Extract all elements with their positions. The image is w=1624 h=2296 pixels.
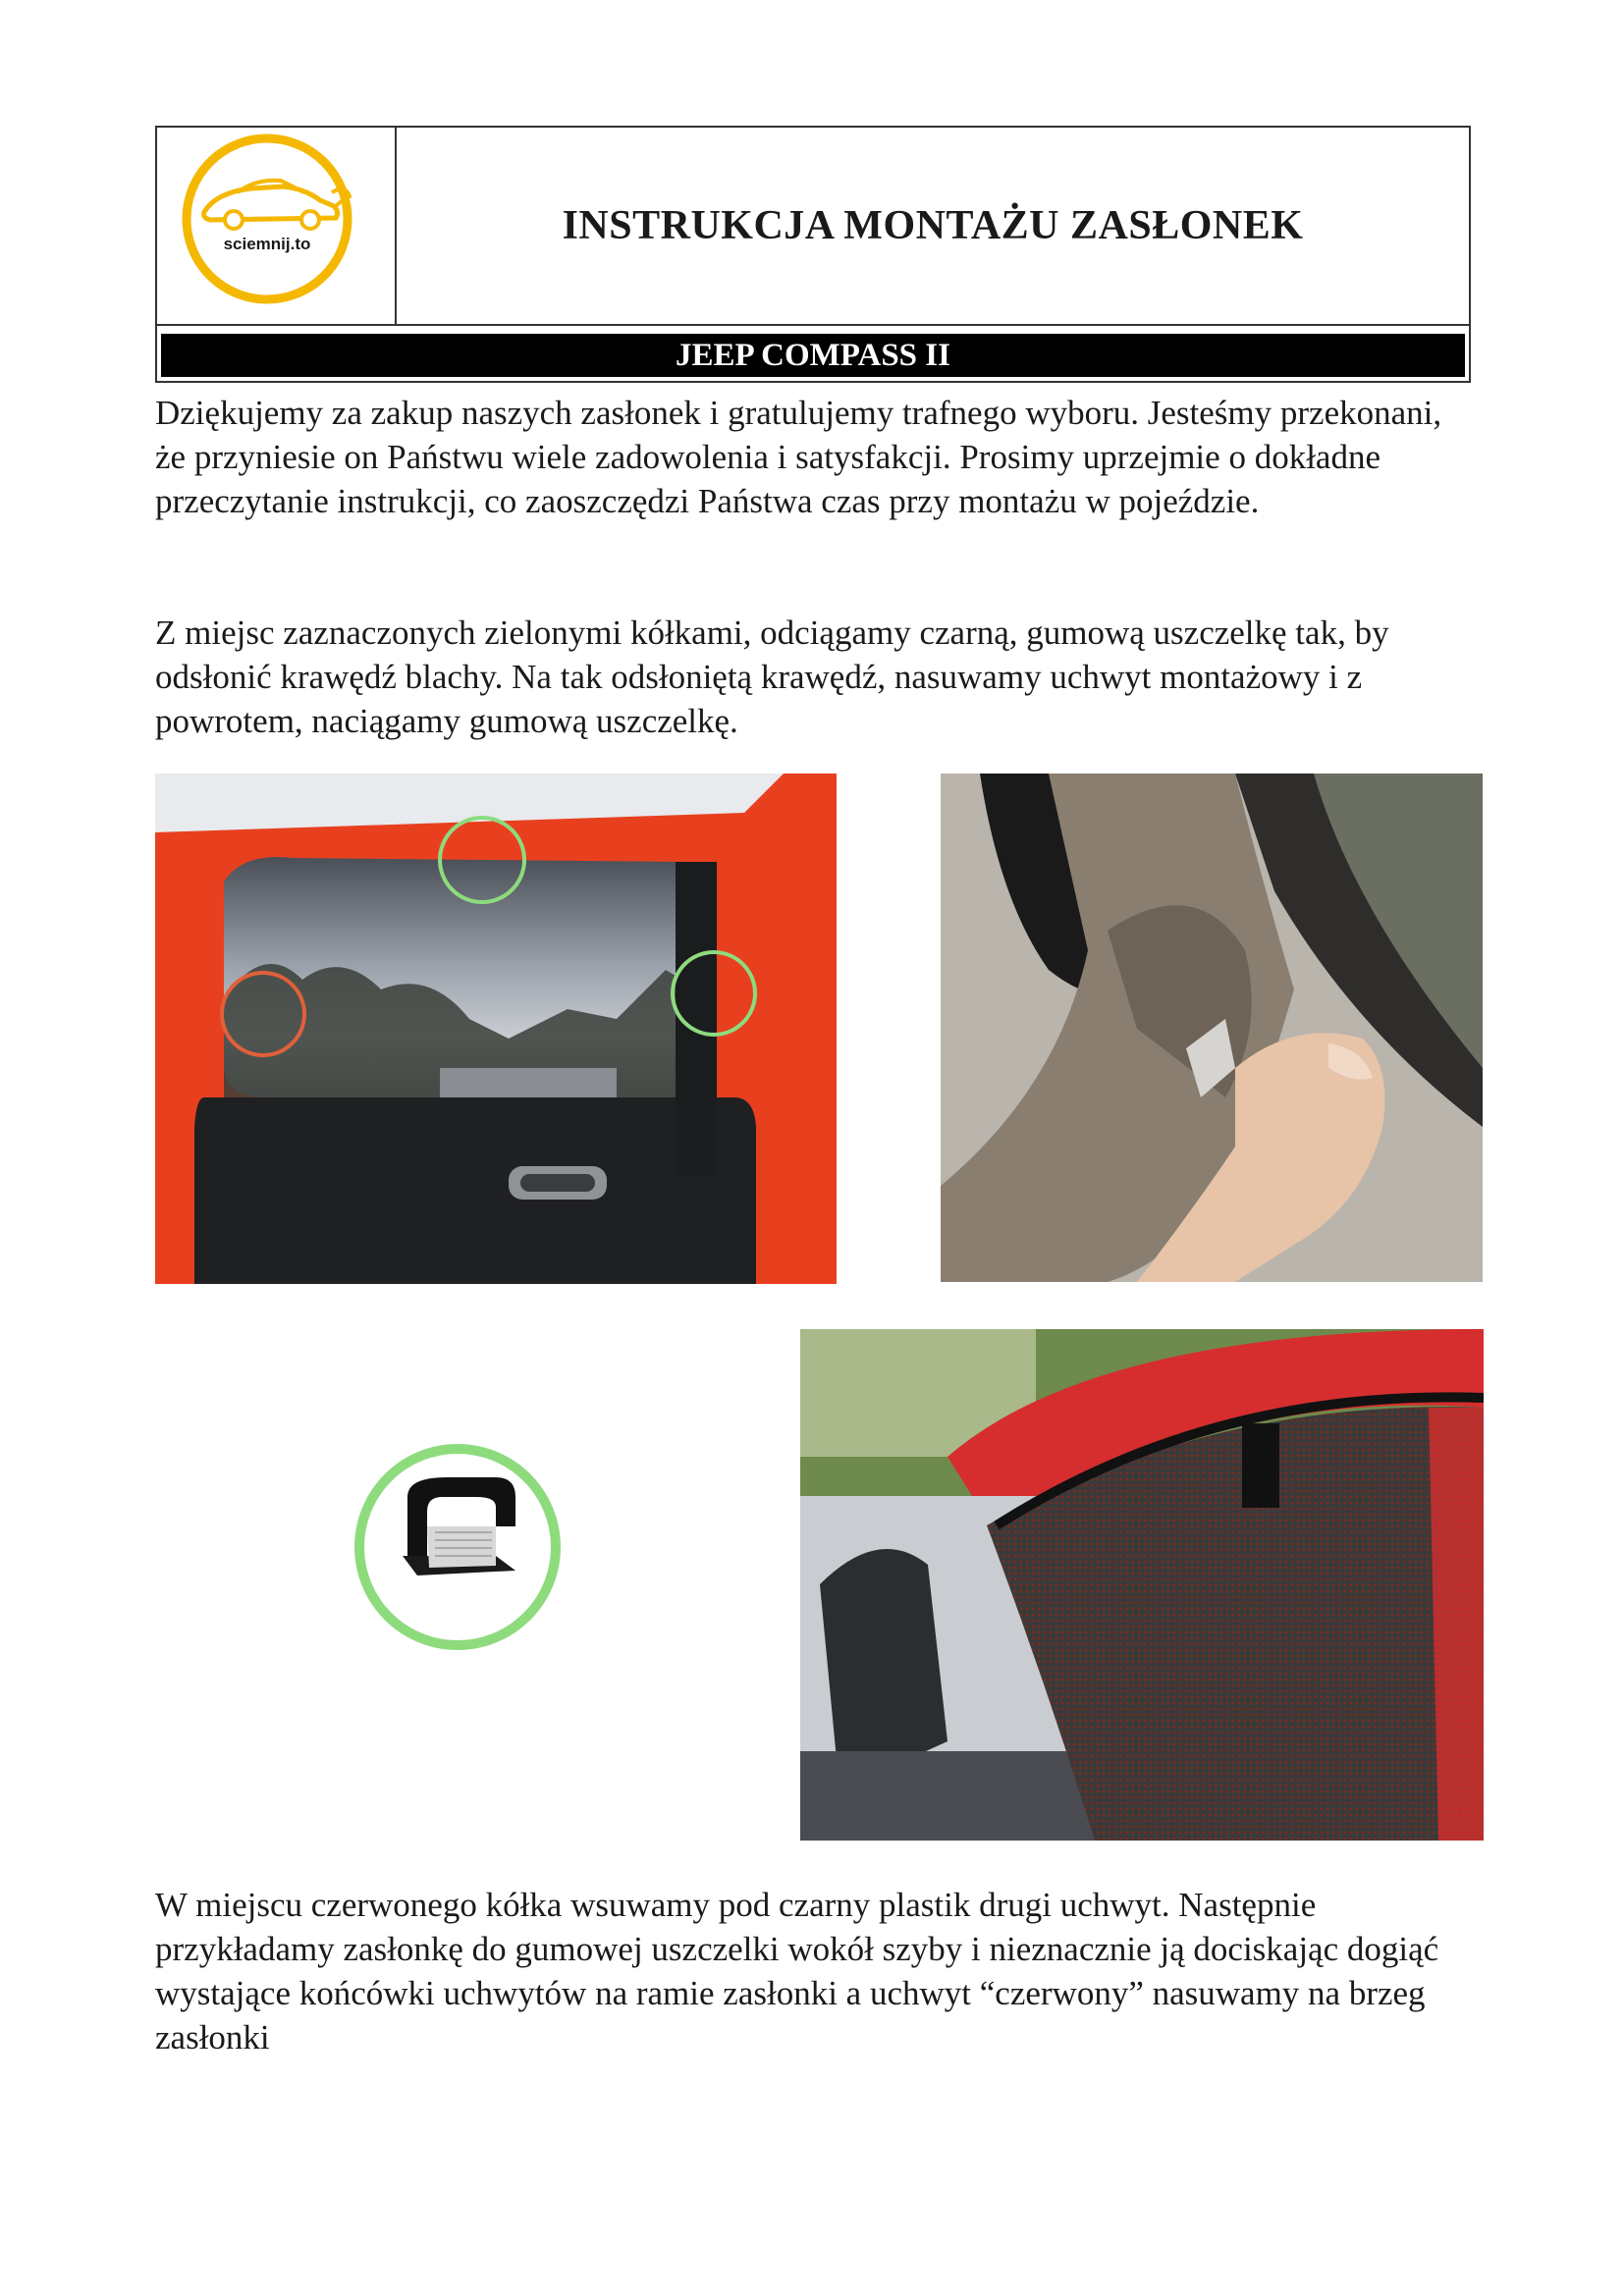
logo-cell <box>157 128 397 324</box>
header-table <box>155 126 1471 383</box>
door-window-photo <box>155 774 837 1284</box>
sciemnij-logo <box>157 128 397 324</box>
seal-closeup-photo <box>941 774 1483 1282</box>
document-title: INSTRUKCJA MONTAŻU ZASŁONEK <box>562 203 1304 248</box>
title-cell <box>397 128 1469 324</box>
step1-paragraph: Z miejsc zaznaczonych zielonymi kółkami, odciągamy czarną, gumową uszczelkę tak, by odsłonić krawędź blachy. Na tak odsłoniętą krawędź, nasuwamy uchwyt montażowy i z powrotem, naciągamy gumową uszczelkę. <box>155 614 1389 740</box>
model-bar <box>161 334 1465 377</box>
car-model-label: JEEP COMPASS II <box>676 337 950 373</box>
step2-paragraph: W miejscu czerwonego kółka wsuwamy pod czarny plastik drugi uchwyt. Następnie przykładamy zasłonkę do gumowej uszczelki wokół szyby i nieznacznie ją dociskając dogiąć wystające końcówki uchwytów na ramie zasłonki a uchwyt “czerwony” nasuwamy na brzeg zasłonki <box>155 1886 1439 2056</box>
intro-paragraph: Dziękujemy za zakup naszych zasłonek i gratulujemy trafnego wyboru. Jesteśmy przekonani, że przyniesie on Państwu wiele zadowolenia i satysfakcji. Prosimy uprzejmie o dokładne przeczytanie instrukcji, co zaoszczędzi Państwa czas przy montażu w pojeździe. <box>155 394 1442 520</box>
installed-shade-photo <box>800 1329 1484 1841</box>
header-divider <box>157 324 1469 326</box>
mounting-clip-photo <box>349 1438 567 1656</box>
logo-text: sciemnij.to <box>223 235 311 253</box>
